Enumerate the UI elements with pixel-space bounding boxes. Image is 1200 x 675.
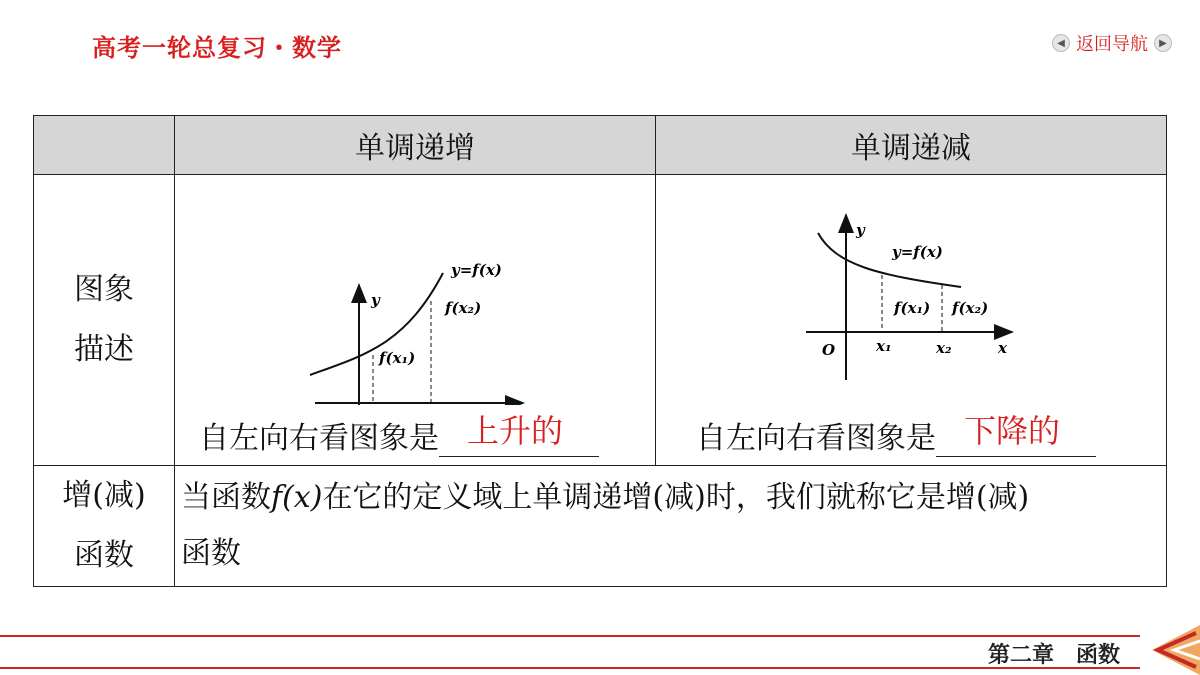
label-line: 函数: [74, 538, 134, 573]
left-arrow-icon[interactable]: ◀: [1052, 34, 1070, 52]
decreasing-graph-cell: [656, 175, 1167, 466]
definition-line-1: [181, 470, 1160, 526]
definition-row: [34, 466, 1167, 587]
fx2-label: f(x₂): [445, 299, 482, 317]
answer-rising: 上升的: [467, 412, 564, 450]
fx1-label: f(x₁): [894, 299, 931, 317]
decreasing-graph: [656, 175, 1166, 405]
answer-blank: [439, 412, 599, 457]
graph-row: [34, 175, 1167, 466]
x1-label: x₁: [876, 337, 892, 355]
footer-divider-top: [0, 635, 1140, 637]
func-label: y=f(x): [892, 243, 943, 261]
fx1-label: f(x₁): [379, 349, 416, 367]
header-decreasing: 单调递减: [656, 116, 1167, 175]
fx2-label: f(x₂): [952, 299, 989, 317]
fx-symbol: f(x): [271, 480, 323, 515]
sentence-text: 自左向右看图象是: [199, 421, 439, 456]
y-label: y: [856, 221, 865, 239]
answer-blank: [936, 412, 1096, 457]
label-line: 描述: [74, 332, 134, 367]
header-empty-cell: [34, 116, 175, 175]
right-arrow-icon[interactable]: ▶: [1154, 34, 1172, 52]
monotonicity-table: [33, 115, 1167, 587]
increasing-graph: [175, 175, 655, 405]
definition-text: [175, 466, 1167, 587]
y-label: y: [371, 291, 380, 309]
row-label-definition: [34, 466, 175, 587]
row-label-graph: [34, 175, 175, 466]
chapter-label: 第二章 函数: [987, 643, 1120, 668]
x-label: x: [998, 339, 1007, 357]
nav-label[interactable]: 返回导航: [1076, 34, 1148, 55]
answer-falling: 下降的: [964, 412, 1061, 450]
definition-part: 在它的定义域上单调递增(减)时，我们就称它是增(减): [322, 480, 1030, 515]
definition-line-2: 函数: [181, 536, 241, 571]
label-line: 图象: [74, 272, 134, 307]
x2-label: x₂: [936, 339, 952, 357]
chevron-left-icon[interactable]: [1138, 625, 1200, 675]
label-line: 增(减): [62, 478, 146, 513]
page-title: 高考一轮总复习・数学: [92, 34, 342, 62]
increasing-sentence: [199, 413, 599, 457]
func-label: y=f(x): [451, 261, 502, 279]
origin-label: O: [822, 341, 836, 359]
sentence-text: 自左向右看图象是: [696, 421, 936, 456]
increasing-curve: [310, 273, 443, 375]
definition-part: 当函数: [181, 480, 271, 515]
return-navigation[interactable]: [1052, 30, 1172, 56]
header-increasing: 单调递增: [175, 116, 656, 175]
table-header-row: [34, 116, 1167, 175]
footer-divider-bottom: [0, 667, 1140, 669]
increasing-graph-cell: [175, 175, 656, 466]
decreasing-sentence: [696, 413, 1096, 457]
